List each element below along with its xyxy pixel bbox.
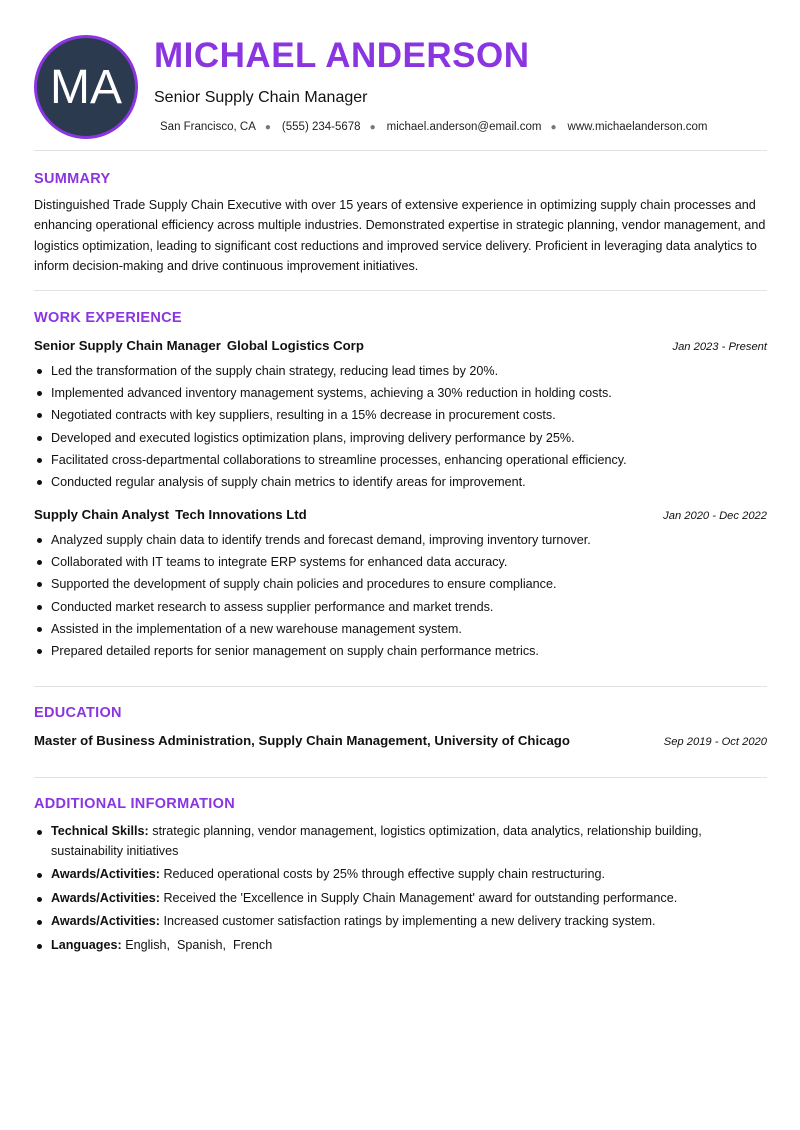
list-item: Led the transformation of the supply chain strategy, reducing lead times by 20%. — [34, 360, 767, 382]
job-title — [34, 507, 307, 522]
experience-heading: WORK EXPERIENCE — [34, 310, 182, 326]
additional-heading: ADDITIONAL INFORMATION — [34, 796, 235, 812]
list-item: Supported the development of supply chain policies and procedures to ensure compliance. — [34, 573, 767, 595]
item-text: strategic planning, vendor management, logistics optimization, data analytics, relationship building, sustainability initiatives — [51, 824, 702, 858]
job-position: Senior Supply Chain Manager — [34, 338, 221, 353]
list-item: Analyzed supply chain data to identify trends and forecast demand, improving inventory turnover. — [34, 529, 767, 551]
additional-list — [34, 822, 767, 959]
candidate-name: MICHAEL ANDERSON — [154, 36, 530, 75]
list-item: Negotiated contracts with key suppliers, resulting in a 15% decrease in procurement costs. — [34, 404, 767, 426]
list-item: Developed and executed logistics optimization plans, improving delivery performance by 25%. — [34, 427, 767, 449]
job-date: Jan 2023 - Present — [672, 341, 767, 353]
divider — [34, 150, 767, 151]
separator-dot-icon: ● — [369, 121, 376, 133]
job-header — [34, 507, 767, 522]
list-item: Implemented advanced inventory management systems, achieving a 30% reduction in holding costs. — [34, 382, 767, 404]
list-item: Facilitated cross-departmental collaborations to streamline processes, enhancing operational efficiency. — [34, 449, 767, 471]
item-text: Reduced operational costs by 25% through effective supply chain restructuring. — [163, 867, 605, 881]
list-item — [34, 865, 767, 885]
contact-email[interactable]: michael.anderson@email.com — [386, 121, 542, 133]
list-item — [34, 912, 767, 932]
summary-text: Distinguished Trade Supply Chain Executive with over 15 years of extensive experience in optimizing supply chain processes and enhancing operational efficiency across multiple industries. Demonstrated expertise in strategic planning, vendor management, and logistics optimization, leading to significant cost reductions and improved service delivery. Proficient in leveraging data analytics to inform decision-making and drive continuous improvement initiatives. — [34, 198, 766, 273]
job-position: Supply Chain Analyst — [34, 507, 170, 522]
education-heading: EDUCATION — [34, 705, 122, 721]
separator-dot-icon: ● — [264, 121, 271, 133]
contact-bar — [160, 121, 708, 133]
separator-dot-icon: ● — [550, 121, 557, 133]
job-header — [34, 338, 767, 353]
list-item: Prepared detailed reports for senior management on supply chain performance metrics. — [34, 640, 767, 662]
item-label: Languages: — [51, 937, 122, 952]
contact-phone[interactable]: (555) 234-5678 — [281, 121, 361, 133]
divider — [34, 777, 767, 778]
job-title — [34, 338, 364, 353]
divider — [34, 290, 767, 291]
summary-heading: SUMMARY — [34, 171, 111, 187]
item-text: English, Spanish, French — [125, 937, 273, 952]
list-item — [34, 936, 767, 956]
job-date: Jan 2020 - Dec 2022 — [663, 510, 767, 522]
avatar — [34, 35, 138, 139]
job-company: Global Logistics Corp — [226, 338, 364, 353]
education-degree: Master of Business Administration, Supply Chain Management, University of Chicago — [34, 733, 570, 748]
candidate-role: Senior Supply Chain Manager — [154, 89, 368, 106]
list-item: Collaborated with IT teams to integrate ERP systems for enhanced data accuracy. — [34, 551, 767, 573]
divider — [34, 686, 767, 687]
job-company: Tech Innovations Ltd — [175, 507, 307, 522]
item-text: Received the 'Excellence in Supply Chain Management' award for outstanding performance. — [163, 890, 678, 905]
contact-website[interactable]: www.michaelanderson.com — [567, 121, 708, 133]
item-label: Awards/Activities: — [51, 914, 160, 928]
contact-location: San Francisco, CA — [160, 121, 256, 133]
list-item: Assisted in the implementation of a new warehouse management system. — [34, 618, 767, 640]
list-item — [34, 822, 767, 861]
item-text: Increased customer satisfaction ratings by implementing a new delivery tracking system. — [163, 914, 656, 928]
education-date: Sep 2019 - Oct 2020 — [663, 736, 767, 748]
job-bullets — [34, 529, 767, 662]
list-item: Conducted market research to assess supplier performance and market trends. — [34, 596, 767, 618]
item-label: Awards/Activities: — [51, 867, 160, 881]
item-label: Technical Skills: — [51, 824, 149, 838]
education-entry — [34, 733, 767, 748]
list-item — [34, 889, 767, 909]
avatar-initials: MA — [50, 60, 122, 114]
item-label: Awards/Activities: — [51, 890, 160, 905]
job-bullets — [34, 360, 767, 493]
list-item: Conducted regular analysis of supply chain metrics to identify areas for improvement. — [34, 471, 767, 493]
